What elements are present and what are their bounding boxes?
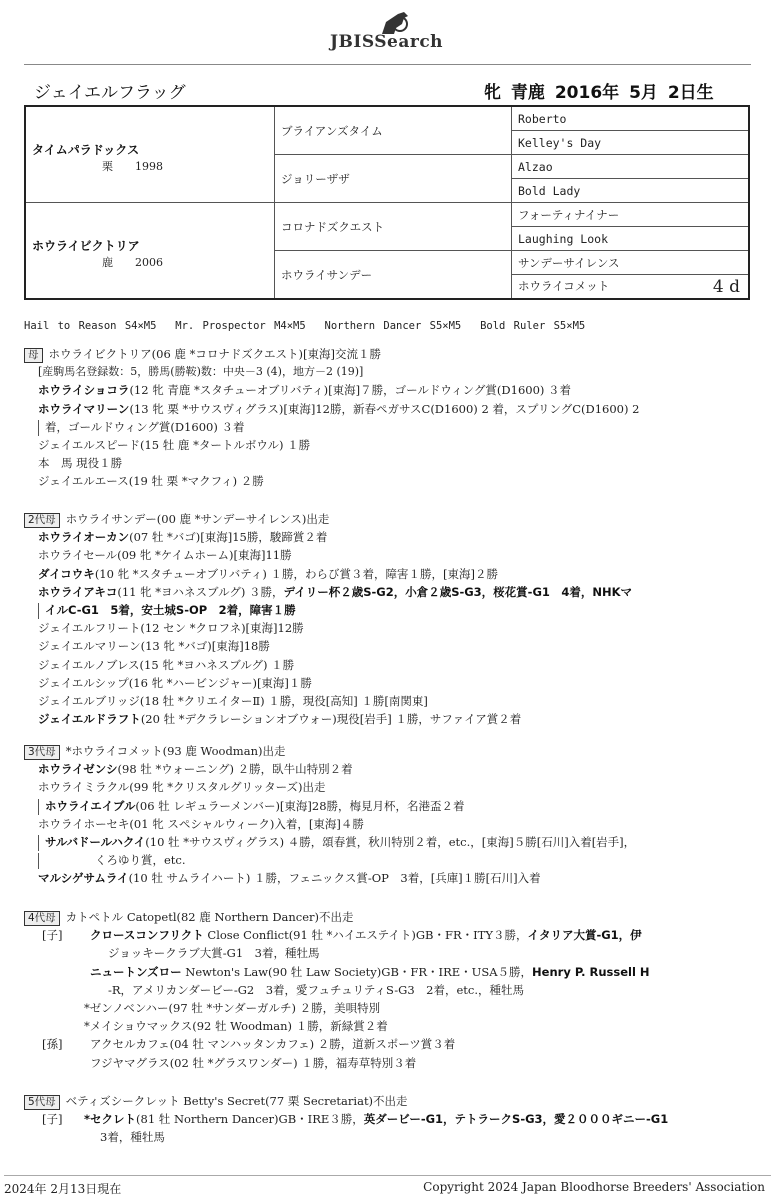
list-item: [子] クロースコンフリクト Close Conflict(91 牡 *ハイエステイト)GB・FR・ITY３勝，イタリア大賞-G1，伊: [42, 928, 642, 943]
list-item: マルシゲサムライ(10 牡 サムライハート) １勝，フェニックス賞-OP 3着，[兵庫]１勝[石川]入着: [38, 871, 541, 886]
family-section-4th-dam: [24, 908, 650, 1072]
list-item: ホウライオーカン(07 牡 *バゴ)[東海]15勝，駿蹄賞２着: [38, 530, 328, 545]
jbis-logo[interactable]: [330, 6, 460, 54]
logo-text: JBISSearch: [330, 32, 444, 52]
dam-name[interactable]: ホウライビクトリア: [32, 239, 140, 253]
list-item: *ゼンノベンハー(97 牡 *サンダーガルチ) ２勝，美唄特別: [84, 1001, 381, 1016]
horse-info: 牝 青鹿 2016年 5月 2日生: [484, 83, 714, 103]
pedigree-table: [24, 105, 750, 300]
list-item: サルバドールハクイ(10 牡 *サウスヴィグラス) ４勝，頌春賞，秋川特別２着，etc.，[東海]５勝[石川]入着[岩手]，: [24, 833, 635, 851]
list-item: [子] *セクレト(81 牡 Northern Dancer)GB・IRE３勝，英ダービー-G1，テトラークS-G3，愛２０００ギニー-G1: [42, 1112, 669, 1127]
list-item: ジェイエルドラフト(20 牡 *デクラレーションオブウォー)現役[岩手] １勝，サファイア賞２着: [38, 712, 522, 727]
ped-dds[interactable]: サンデーサイレンス: [512, 251, 750, 275]
list-item-cont: 着，ゴールドウィング賞(D1600) ３着: [24, 418, 639, 436]
section-tag: 2代母: [24, 513, 60, 528]
list-item-cont: -R，アメリカンダービー-G2 3着，愛フュチュリティS-G3 2着，etc.，種牡馬: [108, 982, 524, 997]
horse-name: ジェイエルフラッグ: [34, 83, 186, 103]
list-item: ホウライアキコ(11 牝 *ヨハネスブルグ) ３勝，デイリー杯２歳S-G2，小倉２歳S-G3，桜花賞-G1 4着，NHKマ: [38, 584, 633, 599]
ped-sss[interactable]: Roberto: [512, 106, 750, 131]
list-item: ジェイエルスピード(15 牡 鹿 *タートルボウル) １勝: [38, 438, 311, 453]
list-item: フジヤマグラス(02 牡 *グラスワンダー) １勝，福寿草特別３着: [90, 1055, 417, 1070]
sire-sire[interactable]: ブライアンズタイム: [275, 106, 512, 155]
sire-detail: 栗 1998: [102, 160, 163, 173]
sire-name[interactable]: タイムパラドックス: [32, 143, 140, 157]
list-item-cont: イルC-G1 5着，安土城S-OP 2着，障害１勝: [24, 601, 632, 619]
list-item: ジェイエルノブレス(15 牝 *ヨハネスブルグ) １勝: [38, 657, 295, 672]
list-item: 本 馬 現役１勝: [38, 456, 123, 471]
dam-stats: [産駒馬名登録数：5，勝馬(勝鞍)数：中央－3 (4)，地方－2 (19)]: [38, 365, 364, 379]
list-item: ジェイエルシップ(16 牝 *ハービンジャー)[東海]１勝: [38, 675, 312, 690]
list-item: ジェイエルエース(19 牡 栗 *マクフィ) ２勝: [38, 474, 264, 489]
section-tag: 5代母: [24, 1095, 60, 1110]
dam-sire[interactable]: コロナドズクエスト: [275, 203, 512, 251]
list-item: ホウライゼンシ(98 牡 *ウォーニング) ２勝，臥牛山特別２着: [38, 762, 353, 777]
list-item: ホウライホーセキ(01 牝 スペシャルウィーク)入着，[東海]４勝: [38, 816, 364, 831]
ped-ddd-cell: [512, 275, 750, 300]
dam-dam[interactable]: ホウライサンデー: [275, 251, 512, 300]
list-item: ホウライマリーン(13 牝 栗 *サウスヴィグラス)[東海]12勝，新春ペガサスC(D1600) 2 着，スプリングC(D1600) 2: [38, 401, 640, 416]
ped-dsd[interactable]: Laughing Look: [512, 227, 750, 251]
list-item-cont: ジョッキークラブ大賞-G1 3着，種牡馬: [108, 946, 320, 961]
list-item: ジェイエルフリート(12 セン *クロフネ)[東海]12勝: [38, 621, 304, 636]
family-section-5th-dam: [24, 1092, 668, 1147]
dam-cell: [25, 203, 275, 300]
inbreeding-crosses: Hail to Reason S4×M5 Mr. Prospector M4×M5 Northern Dancer S5×M5 Bold Ruler S5×M5: [24, 320, 586, 332]
dam-line: ホウライビクトリア(06 鹿 *コロナドズクエスト)[東海]交流１勝: [48, 347, 381, 361]
list-item-cont: 3着，種牡馬: [100, 1130, 165, 1145]
list-item: ダイコウキ(10 牝 *スタチューオブリバティ) １勝，わらび賞３着，障害１勝，[東海]２勝: [38, 566, 498, 581]
ped-ssd[interactable]: Kelley's Day: [512, 131, 750, 155]
dam-line: ベティズシークレット Betty's Secret(77 栗 Secretariat)不出走: [65, 1094, 408, 1108]
list-item: ホウライエイブル(06 牡 レギュラーメンバー)[東海]28勝，梅見月杯，名港盃２着: [24, 797, 635, 815]
dam-line: ホウライサンデー(00 鹿 *サンデーサイレンス)出走: [65, 512, 330, 526]
list-item: [孫] アクセルカフェ(04 牡 マンハッタンカフェ) ２勝，道新スポーツ賞３着: [42, 1037, 456, 1052]
sire-cell: [25, 106, 275, 203]
inbreed-code: 4 d: [712, 276, 740, 297]
ped-ddd[interactable]: ホウライコメット: [518, 278, 610, 293]
ped-sds[interactable]: Alzao: [512, 155, 750, 179]
list-item: ホウライミラクル(99 牝 *クリスタルグリッターズ)出走: [38, 780, 326, 795]
sire-dam[interactable]: ジョリーザザ: [275, 155, 512, 203]
section-tag: 4代母: [24, 911, 60, 926]
footer-date: 2024年 2月13日現在: [4, 1182, 122, 1196]
ped-sdd[interactable]: Bold Lady: [512, 179, 750, 203]
dam-detail: 鹿 2006: [102, 256, 163, 269]
footer-divider: [4, 1175, 771, 1176]
list-item: ジェイエルブリッジ(18 牡 *クリエイターⅡ) １勝，現役[高知] １勝[南関東]: [38, 694, 428, 709]
list-item: *メイショウマックス(92 牡 Woodman) １勝，新緑賞２着: [84, 1019, 388, 1034]
family-section-3rd-dam: [24, 742, 635, 888]
list-item-cont: くろゆり賞，etc.: [24, 851, 635, 869]
list-item: ホウライショコラ(12 牝 青鹿 *スタチューオブリバティ)[東海]７勝，ゴールドウィング賞(D1600) ３着: [38, 383, 572, 398]
list-item: ジェイエルマリーン(13 牝 *バゴ)[東海]18勝: [38, 639, 270, 654]
family-section-2nd-dam: [24, 510, 632, 728]
dam-line: *ホウライコメット(93 鹿 Woodman)出走: [65, 744, 286, 758]
section-tag: 母: [24, 348, 43, 363]
ped-dss[interactable]: フォーティナイナー: [512, 203, 750, 227]
family-section-dam: [24, 345, 639, 491]
header-divider: [24, 64, 751, 65]
list-item: ニュートンズロー Newton's Law(90 牡 Law Society)GB・FR・IRE・USA５勝，Henry P. Russell H: [90, 964, 650, 979]
footer-copyright: Copyright 2024 Japan Bloodhorse Breeders' Association: [423, 1180, 765, 1194]
section-tag: 3代母: [24, 745, 60, 760]
dam-line: カトペトル Catopetl(82 鹿 Northern Dancer)不出走: [65, 910, 354, 924]
list-item: ホウライセール(09 牝 *ケイムホーム)[東海]11勝: [38, 548, 292, 563]
